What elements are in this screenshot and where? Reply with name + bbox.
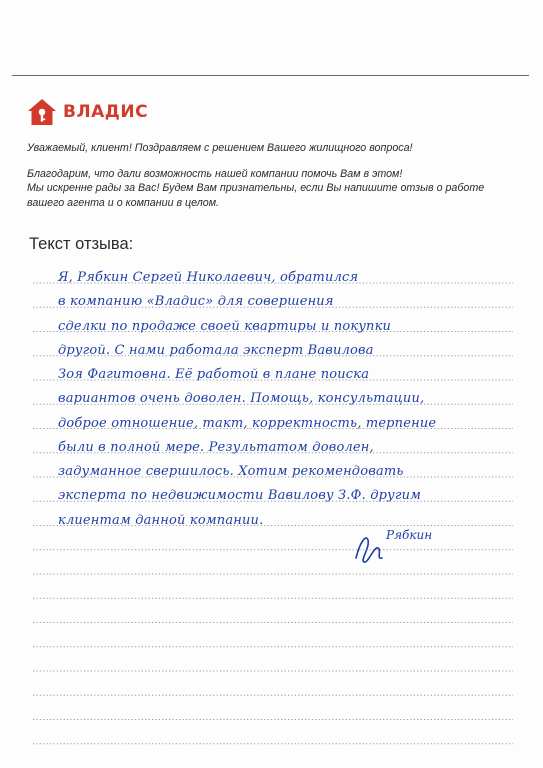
handwritten-line: сделки по продаже своей квартиры и покупки — [58, 318, 392, 334]
top-divider — [12, 75, 529, 76]
handwritten-line: доброе отношение, такт, корректность, терпение — [58, 415, 437, 431]
signature-name: Рябкин — [386, 528, 433, 542]
review-heading: Текст отзыва: — [29, 235, 134, 253]
handwritten-line: клиентам данной компании. — [58, 512, 264, 528]
signature — [350, 520, 480, 568]
intro-greeting: Уважаемый, клиент! Поздравляем с решением Вашего жилищного вопроса! — [27, 142, 413, 154]
handwritten-line: были в полной мере. Результатом доволен, — [58, 439, 374, 455]
handwritten-review — [58, 266, 518, 533]
house-key-icon — [27, 98, 57, 126]
intro-line-3: вашего агента и о компании в целом. — [27, 196, 220, 209]
handwritten-line: в компанию «Владис» для совершения — [58, 294, 334, 310]
handwritten-line: Зоя Фагитовна. Её работой в плане поиска — [58, 367, 370, 382]
intro-text — [27, 141, 522, 210]
handwritten-line: другой. С нами работала эксперт Вавилова — [58, 342, 374, 358]
handwritten-line: вариантов очень доволен. Помощь, консультации, — [58, 391, 425, 407]
handwritten-line: Я, Рябкин Сергей Николаевич, обратился — [58, 270, 359, 285]
brand-name: ВЛАДИС — [63, 102, 149, 122]
handwritten-line: эксперта по недвижимости Вавилову З.Ф. другим — [58, 488, 422, 504]
company-logo — [27, 98, 148, 126]
intro-line-2: Мы искренне рады за Вас! Будем Вам признательны, если Вы напишите отзыв о работе — [27, 182, 485, 194]
handwritten-line: задуманное свершилось. Хотим рекомендовать — [58, 464, 404, 479]
intro-line-1: Благодарим, что дали возможность нашей компании помочь Вам в этом! — [27, 167, 403, 180]
